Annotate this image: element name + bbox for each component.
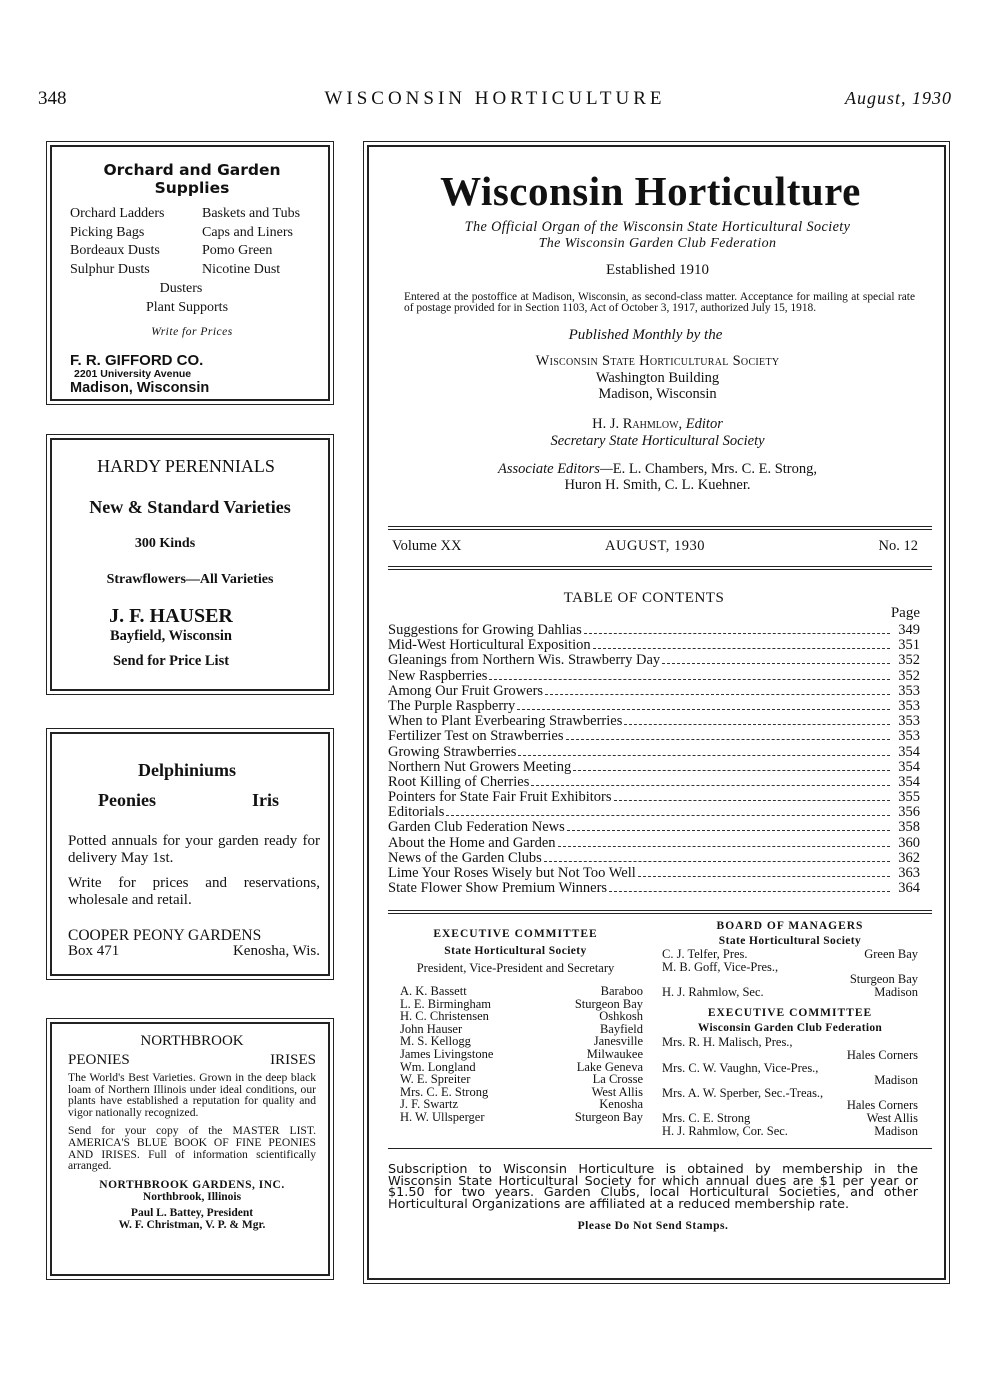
toc-leader xyxy=(638,876,890,877)
toc-leader xyxy=(614,800,890,801)
toc-entry xyxy=(388,865,920,880)
society-name: Wisconsin State Horticultural Society xyxy=(535,353,780,369)
toc-title: TABLE OF CONTENTS xyxy=(563,590,725,606)
masthead xyxy=(380,165,935,493)
member-name: C. J. Telfer, Pres. xyxy=(662,947,748,961)
assoc-names-2: Huron H. Smith, C. L. Kuehner. xyxy=(564,477,751,493)
toc-leader xyxy=(584,633,890,634)
item: Picking Bags xyxy=(70,224,145,240)
member-row xyxy=(662,1112,918,1125)
item: Orchard Ladders xyxy=(70,206,165,221)
board-of-managers xyxy=(662,920,918,1137)
member-place: Sturgeon Bay xyxy=(574,1109,643,1124)
member-place: Madison xyxy=(874,1123,918,1138)
company-address: 2201 University Avenue xyxy=(74,368,192,381)
toc-entry-title: Editorials xyxy=(388,804,445,821)
toc-entry-page: 356 xyxy=(898,804,920,821)
table-of-contents xyxy=(388,590,920,895)
board-subheading: State Horticultural Society xyxy=(718,935,862,947)
member-name: H. J. Rahmlow, Cor. Sec. xyxy=(662,1123,788,1138)
item: Caps and Liners xyxy=(202,224,293,240)
toc-leader xyxy=(545,694,890,695)
toc-leader xyxy=(662,663,890,664)
toc-entry-title: Lime Your Roses Wisely but Not Too Well xyxy=(388,865,636,881)
editor-line xyxy=(380,416,935,433)
member-name: Mrs. C. E. Strong xyxy=(662,1110,751,1125)
toc-entry-title: Root Killing of Cherries xyxy=(388,773,530,790)
kinds-count: 300 Kinds xyxy=(134,536,196,551)
company-city: Madison, Wisconsin xyxy=(70,380,210,397)
divider xyxy=(388,910,932,911)
member-name: L. E. Birmingham xyxy=(400,996,491,1011)
grower-name: J. F. HAUSER xyxy=(109,605,233,627)
federation-committee-heading: EXECUTIVE COMMITTEE xyxy=(707,1007,873,1020)
page-number: 348 xyxy=(38,88,67,109)
member-place: Oshkosh xyxy=(599,1009,643,1024)
committee-subheading: State Horticultural Society xyxy=(444,945,587,957)
member-place: West Allis xyxy=(866,1110,918,1125)
divider xyxy=(388,569,932,570)
editor-name: H. J. Rahmlow, xyxy=(592,416,683,432)
ad-heading: HARDY PERENNIALS xyxy=(97,456,275,476)
ad-heading: Delphiniums xyxy=(137,760,237,780)
building: Washington Building xyxy=(595,370,720,386)
company-name: NORTHBROOK GARDENS, INC. xyxy=(99,1178,285,1191)
toc-entry xyxy=(388,819,920,834)
member-place: Sturgeon Bay xyxy=(574,996,643,1011)
member-name: H. W. Ullsperger xyxy=(400,1109,485,1124)
item-list xyxy=(70,205,314,279)
assoc-label: Associate Editors— xyxy=(498,461,613,477)
company-name: COOPER PEONY GARDENS xyxy=(68,927,262,944)
member-name: John Hauser xyxy=(400,1021,463,1036)
toc-entry-title: Growing Strawberries xyxy=(388,743,517,760)
toc-entry-page: 362 xyxy=(898,849,920,866)
member-name: Mrs. A. W. Sperber, Sec.-Treas., xyxy=(662,1085,824,1100)
toc-entry xyxy=(388,728,920,743)
member-place: Janesville xyxy=(593,1034,643,1049)
member-place: Milwaukee xyxy=(586,1046,643,1061)
member-row xyxy=(662,986,918,999)
toc-entry xyxy=(388,622,920,637)
ad-northbrook xyxy=(50,1022,330,1276)
toc-leader xyxy=(558,846,890,847)
toc-entry-page: 363 xyxy=(898,865,920,881)
member-row xyxy=(662,1125,918,1138)
toc-leader xyxy=(531,785,890,786)
published-line: Published Monthly by the xyxy=(568,327,723,343)
member-place: Sturgeon Bay xyxy=(849,972,918,987)
toc-entry xyxy=(388,683,920,698)
ad-gifford xyxy=(50,145,330,401)
item: Nicotine Dust xyxy=(202,261,281,277)
toc-entry-title: State Flower Show Premium Winners xyxy=(388,880,608,897)
member-place: Lake Geneva xyxy=(576,1059,643,1074)
toc-entry-title: New Raspberries xyxy=(388,667,488,684)
mailing-notice: Entered at the postoffice at Madison, Wisconsin, as second-class matter. Acceptance for mailing at special rate of postage provided for in Section 1103, Act of October 3, 1917, authorized July 15, 1918. xyxy=(404,291,915,314)
divider xyxy=(388,566,932,567)
federation-members xyxy=(662,1036,918,1137)
subscription-text: Subscription to Wisconsin Horticulture is obtained by membership in the Wisconsin State Horticultural Society for which annual dues are $1 per year or $1.50 for two years. Garden Clubs, local Horticultural Societies, and other Horticultural Organizations are affiliated at a reduced membership rate. xyxy=(388,1162,918,1212)
toc-entry-title: Northern Nut Growers Meeting xyxy=(388,758,572,775)
toc-entry-page: 352 xyxy=(898,652,920,669)
stamps-note: Please Do Not Send Stamps. xyxy=(577,1220,729,1233)
toc-entry-title: Gleanings from Northern Wis. Strawberry Day xyxy=(388,652,661,669)
toc-entry-title: Mid-West Horticultural Exposition xyxy=(388,637,591,654)
toc-entry-page: 352 xyxy=(898,667,920,684)
issue-number: No. 12 xyxy=(878,538,918,554)
established: Established 1910 xyxy=(606,262,709,278)
board-heading: BOARD OF MANAGERS xyxy=(716,920,864,932)
strawflowers-line: Strawflowers—All Varieties xyxy=(106,572,274,587)
toc-leader xyxy=(544,861,890,862)
journal-title: Wisconsin Horticulture xyxy=(440,168,861,214)
toc-entry-title: Suggestions for Growing Dahlias xyxy=(388,622,582,638)
toc-leader xyxy=(517,709,890,710)
toc-entry-page: 364 xyxy=(898,880,920,897)
ad-heading: NORTHBROOK xyxy=(140,1033,244,1049)
toc-entry-page: 351 xyxy=(898,637,920,654)
grower-city: Bayfield, Wisconsin xyxy=(110,628,232,644)
member-place: Madison xyxy=(874,1073,918,1088)
toc-entry-title: When to Plant Everbearing Strawberries xyxy=(388,713,623,730)
member-name: James Livingstone xyxy=(400,1046,494,1061)
member-place: Baraboo xyxy=(600,984,643,998)
toc-entry-title: About the Home and Garden xyxy=(388,834,556,851)
toc-entry xyxy=(388,698,920,713)
member-name: M. B. Goff, Vice-Pres., xyxy=(662,959,779,974)
member-name: J. F. Swartz xyxy=(400,1097,459,1112)
toc-entry-page: 353 xyxy=(898,713,920,730)
item: Bordeaux Dusts xyxy=(70,243,160,259)
ad-paragraph: The World's Best Varieties. Grown in the deep black loam of Northern Illinois under ideal conditions, our plants have established a reputation for quality and vigor nationally recognized. xyxy=(68,1071,316,1119)
volume: Volume XX xyxy=(392,538,462,554)
toc-entry-page: 353 xyxy=(898,697,920,714)
divider xyxy=(388,1148,932,1149)
price-list-line: Send for Price List xyxy=(112,653,230,669)
ad-paragraph: Send for your copy of the MASTER LIST. AMERICA'S BLUE BOOK OF FINE PEONIES AND IRISES. Full of information scientifically arranged. xyxy=(68,1124,316,1173)
item: Baskets and Tubs xyxy=(202,206,301,221)
subscription-notice xyxy=(388,1164,918,1232)
member-name: H. J. Rahmlow, Sec. xyxy=(662,984,764,999)
member-row xyxy=(400,1048,643,1061)
toc-entry xyxy=(388,744,920,759)
toc-entry-page: 355 xyxy=(898,789,920,806)
editor-role: Editor xyxy=(685,416,723,432)
ad-subheading xyxy=(68,1052,316,1069)
member-row xyxy=(400,1010,643,1023)
city: Madison, Wisconsin xyxy=(598,386,717,402)
member-place: Bayfield xyxy=(599,1021,643,1036)
ad-heading: Orchard and Garden Supplies xyxy=(103,161,281,197)
toc-entry-title: Garden Club Federation News xyxy=(388,819,565,836)
member-place: La Crosse xyxy=(592,1072,643,1087)
toc-entry-page: 353 xyxy=(898,728,920,745)
member-place: West Allis xyxy=(591,1084,643,1099)
write-for-prices: Write for Prices xyxy=(151,326,233,339)
toc-leader xyxy=(489,679,890,680)
issue-date: August, 1930 xyxy=(844,88,952,108)
ad-paragraph: Write for prices and reservations, wholesale and retail. xyxy=(68,875,320,908)
member-row xyxy=(662,973,918,986)
toc-entry-page: 360 xyxy=(898,834,920,851)
federation-line: The Wisconsin Garden Club Federation xyxy=(538,236,777,251)
member-name: Mrs. R. H. Malisch, Pres., xyxy=(662,1035,793,1050)
toc-entry xyxy=(388,835,920,850)
item: Dusters xyxy=(159,281,203,297)
member-name: Mrs. C. W. Vaughn, Vice-Pres., xyxy=(662,1060,819,1075)
issue-line xyxy=(392,538,918,558)
toc-entry-title: Pointers for State Fair Fruit Exhibitors xyxy=(388,789,612,806)
toc-entry-title: Fertilizer Test on Strawberries xyxy=(388,728,564,745)
toc-entry xyxy=(388,713,920,728)
toc-leader xyxy=(624,724,890,725)
member-place: Kenosha xyxy=(599,1097,643,1112)
official-organ: The Official Organ of the Wisconsin State Horticultural Society xyxy=(464,219,851,235)
irises-label: IRISES xyxy=(270,1052,316,1068)
toc-page-label: Page xyxy=(890,605,920,621)
member-name: Mrs. C. E. Strong xyxy=(400,1084,489,1099)
committee-heading: EXECUTIVE COMMITTEE xyxy=(433,928,598,940)
ad-hauser xyxy=(50,438,330,691)
company-manager: W. F. Christman, V. P. & Mgr. xyxy=(118,1218,266,1231)
committee-note: President, Vice-President and Secretary xyxy=(416,961,615,975)
federation-subheading: Wisconsin Garden Club Federation xyxy=(697,1022,883,1035)
toc-leader xyxy=(446,815,890,816)
divider xyxy=(388,529,932,530)
toc-entry xyxy=(388,850,920,865)
ad-subheading: New & Standard Varieties xyxy=(89,497,291,517)
board-members xyxy=(662,948,918,998)
company-city: Kenosha, Wis. xyxy=(232,943,320,959)
running-title: WISCONSIN HORTICULTURE xyxy=(324,88,666,109)
member-row xyxy=(400,985,643,998)
member-place: Green Bay xyxy=(864,947,918,961)
toc-entry xyxy=(388,668,920,683)
toc-leader xyxy=(567,830,890,831)
company-box: Box 471 xyxy=(68,943,120,959)
member-name: W. E. Spreiter xyxy=(400,1072,471,1087)
member-row xyxy=(662,1074,918,1087)
toc-entry-page: 354 xyxy=(898,773,920,790)
toc-list xyxy=(388,622,920,895)
member-name: Wm. Longland xyxy=(400,1059,476,1074)
toc-entry-title: The Purple Raspberry xyxy=(388,697,516,714)
divider xyxy=(388,913,932,914)
divider xyxy=(388,526,932,527)
editor-secretary: Secretary State Horticultural Society xyxy=(550,433,765,449)
toc-entry xyxy=(388,652,920,667)
peonies-label: Peonies xyxy=(98,790,156,810)
toc-entry xyxy=(388,637,920,652)
toc-entry-page: 358 xyxy=(898,819,920,836)
page-header xyxy=(38,88,952,112)
toc-entry xyxy=(388,759,920,774)
toc-entry xyxy=(388,789,920,804)
member-row xyxy=(662,948,918,961)
member-name: H. C. Christensen xyxy=(400,1009,489,1024)
item: Plant Supports xyxy=(145,300,229,316)
toc-entry-page: 353 xyxy=(898,682,920,699)
toc-entry-title: Among Our Fruit Growers xyxy=(388,682,544,699)
toc-leader xyxy=(573,770,890,771)
member-row xyxy=(662,1049,918,1062)
member-row xyxy=(400,1111,643,1124)
toc-leader xyxy=(566,739,891,740)
toc-entry-page: 354 xyxy=(898,743,920,760)
company-president: Paul L. Battey, President xyxy=(130,1206,254,1219)
toc-entry xyxy=(388,774,920,789)
toc-leader xyxy=(518,755,890,756)
company-name: F. R. GIFFORD CO. xyxy=(70,352,204,370)
toc-leader xyxy=(593,648,890,649)
member-place: Madison xyxy=(874,984,918,999)
toc-entry-title: News of the Garden Clubs xyxy=(388,849,542,866)
executive-committee xyxy=(388,928,643,1124)
iris-label: Iris xyxy=(252,790,279,810)
member-name: A. K. Bassett xyxy=(400,984,467,998)
peonies-label: PEONIES xyxy=(68,1052,130,1068)
item: Pomo Green xyxy=(202,243,273,259)
associate-editors xyxy=(380,461,935,478)
member-place: Hales Corners xyxy=(846,1047,918,1062)
toc-leader xyxy=(609,891,890,892)
member-place: Hales Corners xyxy=(846,1098,918,1113)
toc-entry-page: 349 xyxy=(898,622,920,638)
committee-members xyxy=(388,985,643,1124)
toc-entry xyxy=(388,804,920,819)
item: Sulphur Dusts xyxy=(70,261,150,277)
member-name: M. S. Kellogg xyxy=(400,1034,471,1049)
assoc-names: E. L. Chambers, Mrs. C. E. Strong, xyxy=(612,461,817,477)
ad-paragraph: Potted annuals for your garden ready for delivery May 1st. xyxy=(68,833,320,866)
company-city: Northbrook, Illinois xyxy=(142,1190,242,1203)
company-address xyxy=(68,943,320,960)
toc-entry-page: 354 xyxy=(898,758,920,775)
toc-entry xyxy=(388,880,920,895)
member-row xyxy=(400,1073,643,1086)
issue-month: AUGUST, 1930 xyxy=(605,538,705,554)
ad-cooper xyxy=(50,732,330,976)
